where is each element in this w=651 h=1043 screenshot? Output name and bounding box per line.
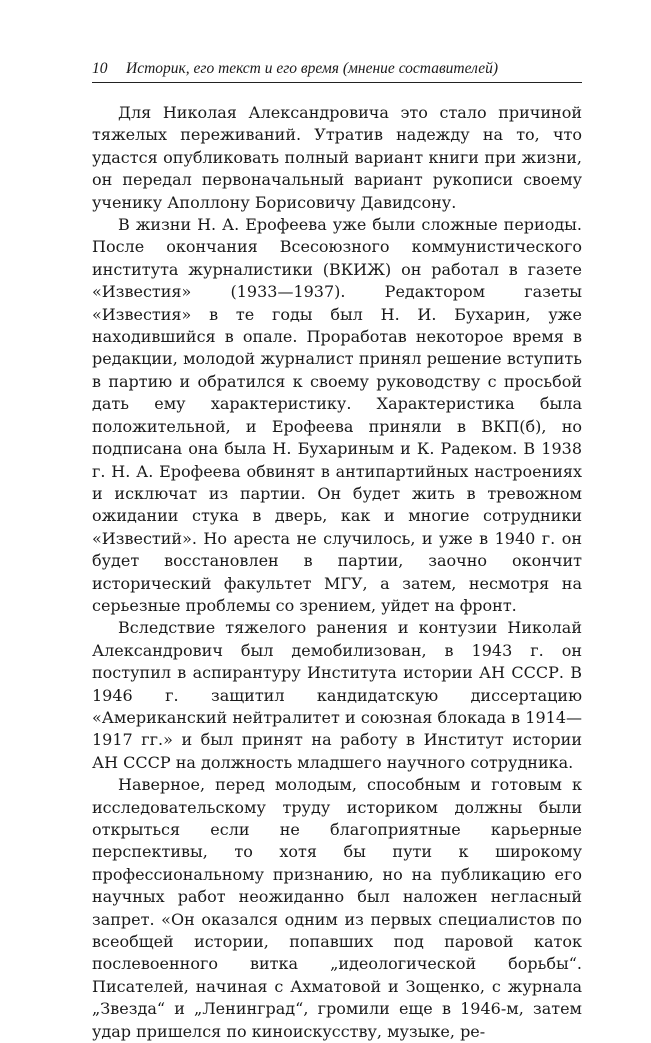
paragraph: Для Николая Александровича это стало причиной тяжелых переживаний. Утратив надежду на то, что удастся опубликовать полный вариант книги при жизни, он передал первоначальный вариант рукописи своему ученику Аполлону Борисовичу Давидсону. [92,103,582,212]
book-page [92,58,582,1043]
paragraph: Вследствие тяжелого ранения и контузии Николай Александрович был демобилизован, в 1943 г. он поступил в аспирантуру Института истории АН СССР. В 1946 г. защитил кандидатскую диссертацию «Американский нейтралитет и союзная блокада в 1914—1917 гг.» и был принят на работу в Институт истории АН СССР на должность младшего научного сотрудника. [92,618,582,772]
paragraph: Наверное, перед молодым, способным и готовым к исследовательскому труду историком должны были открыться если не благоприятные карьерные перспективы, то хотя бы пути к широкому профессиональному признанию, но на публикацию его научных работ неожиданно был наложен негласный запрет. «Он оказался одним из первых специалистов по всеобщей истории, попавших под паровой каток послевоенного витка „идеологической борьбы“. Писателей, начиная с Ахматовой и Зощенко, с журнала „Звезда“ и „Ленинград“, громили еще в 1946-м, затем удар пришелся по киноискусству, музыке, ре- [92,775,582,1041]
body-text [92,102,582,1043]
paragraph: В жизни Н. А. Ерофеева уже были сложные периоды. После окончания Всесоюзного коммунистического института журналистики (ВКИЖ) он работал в газете «Известия» (1933—1937). Редактором газеты «Известия» в те годы был Н. И. Бухарин, уже находившийся в опале. Проработав некоторое время в редакции, молодой журналист принял решение вступить в партию и обратился к своему руководству с просьбой дать ему характеристику. Характеристика была положительной, и Ерофеева приняли в ВКП(б), но подписана она была Н. Бухариным и К. Радеком. В 1938 г. Н. А. Ерофеева обвинят в антипартийных настроениях и исключат из партии. Он будет жить в тревожном ожидании стука в дверь, как и многие сотрудники «Известий». Но ареста не случилось, и уже в 1940 г. он будет восстановлен в партии, заочно окончит исторический факультет МГУ, а затем, несмотря на серьезные проблемы со зрением, уйдет на фронт. [92,215,582,615]
running-title: Историк, его текст и его время (мнение составителей) [126,60,499,77]
running-head [92,58,582,83]
page-number: 10 [92,60,108,77]
